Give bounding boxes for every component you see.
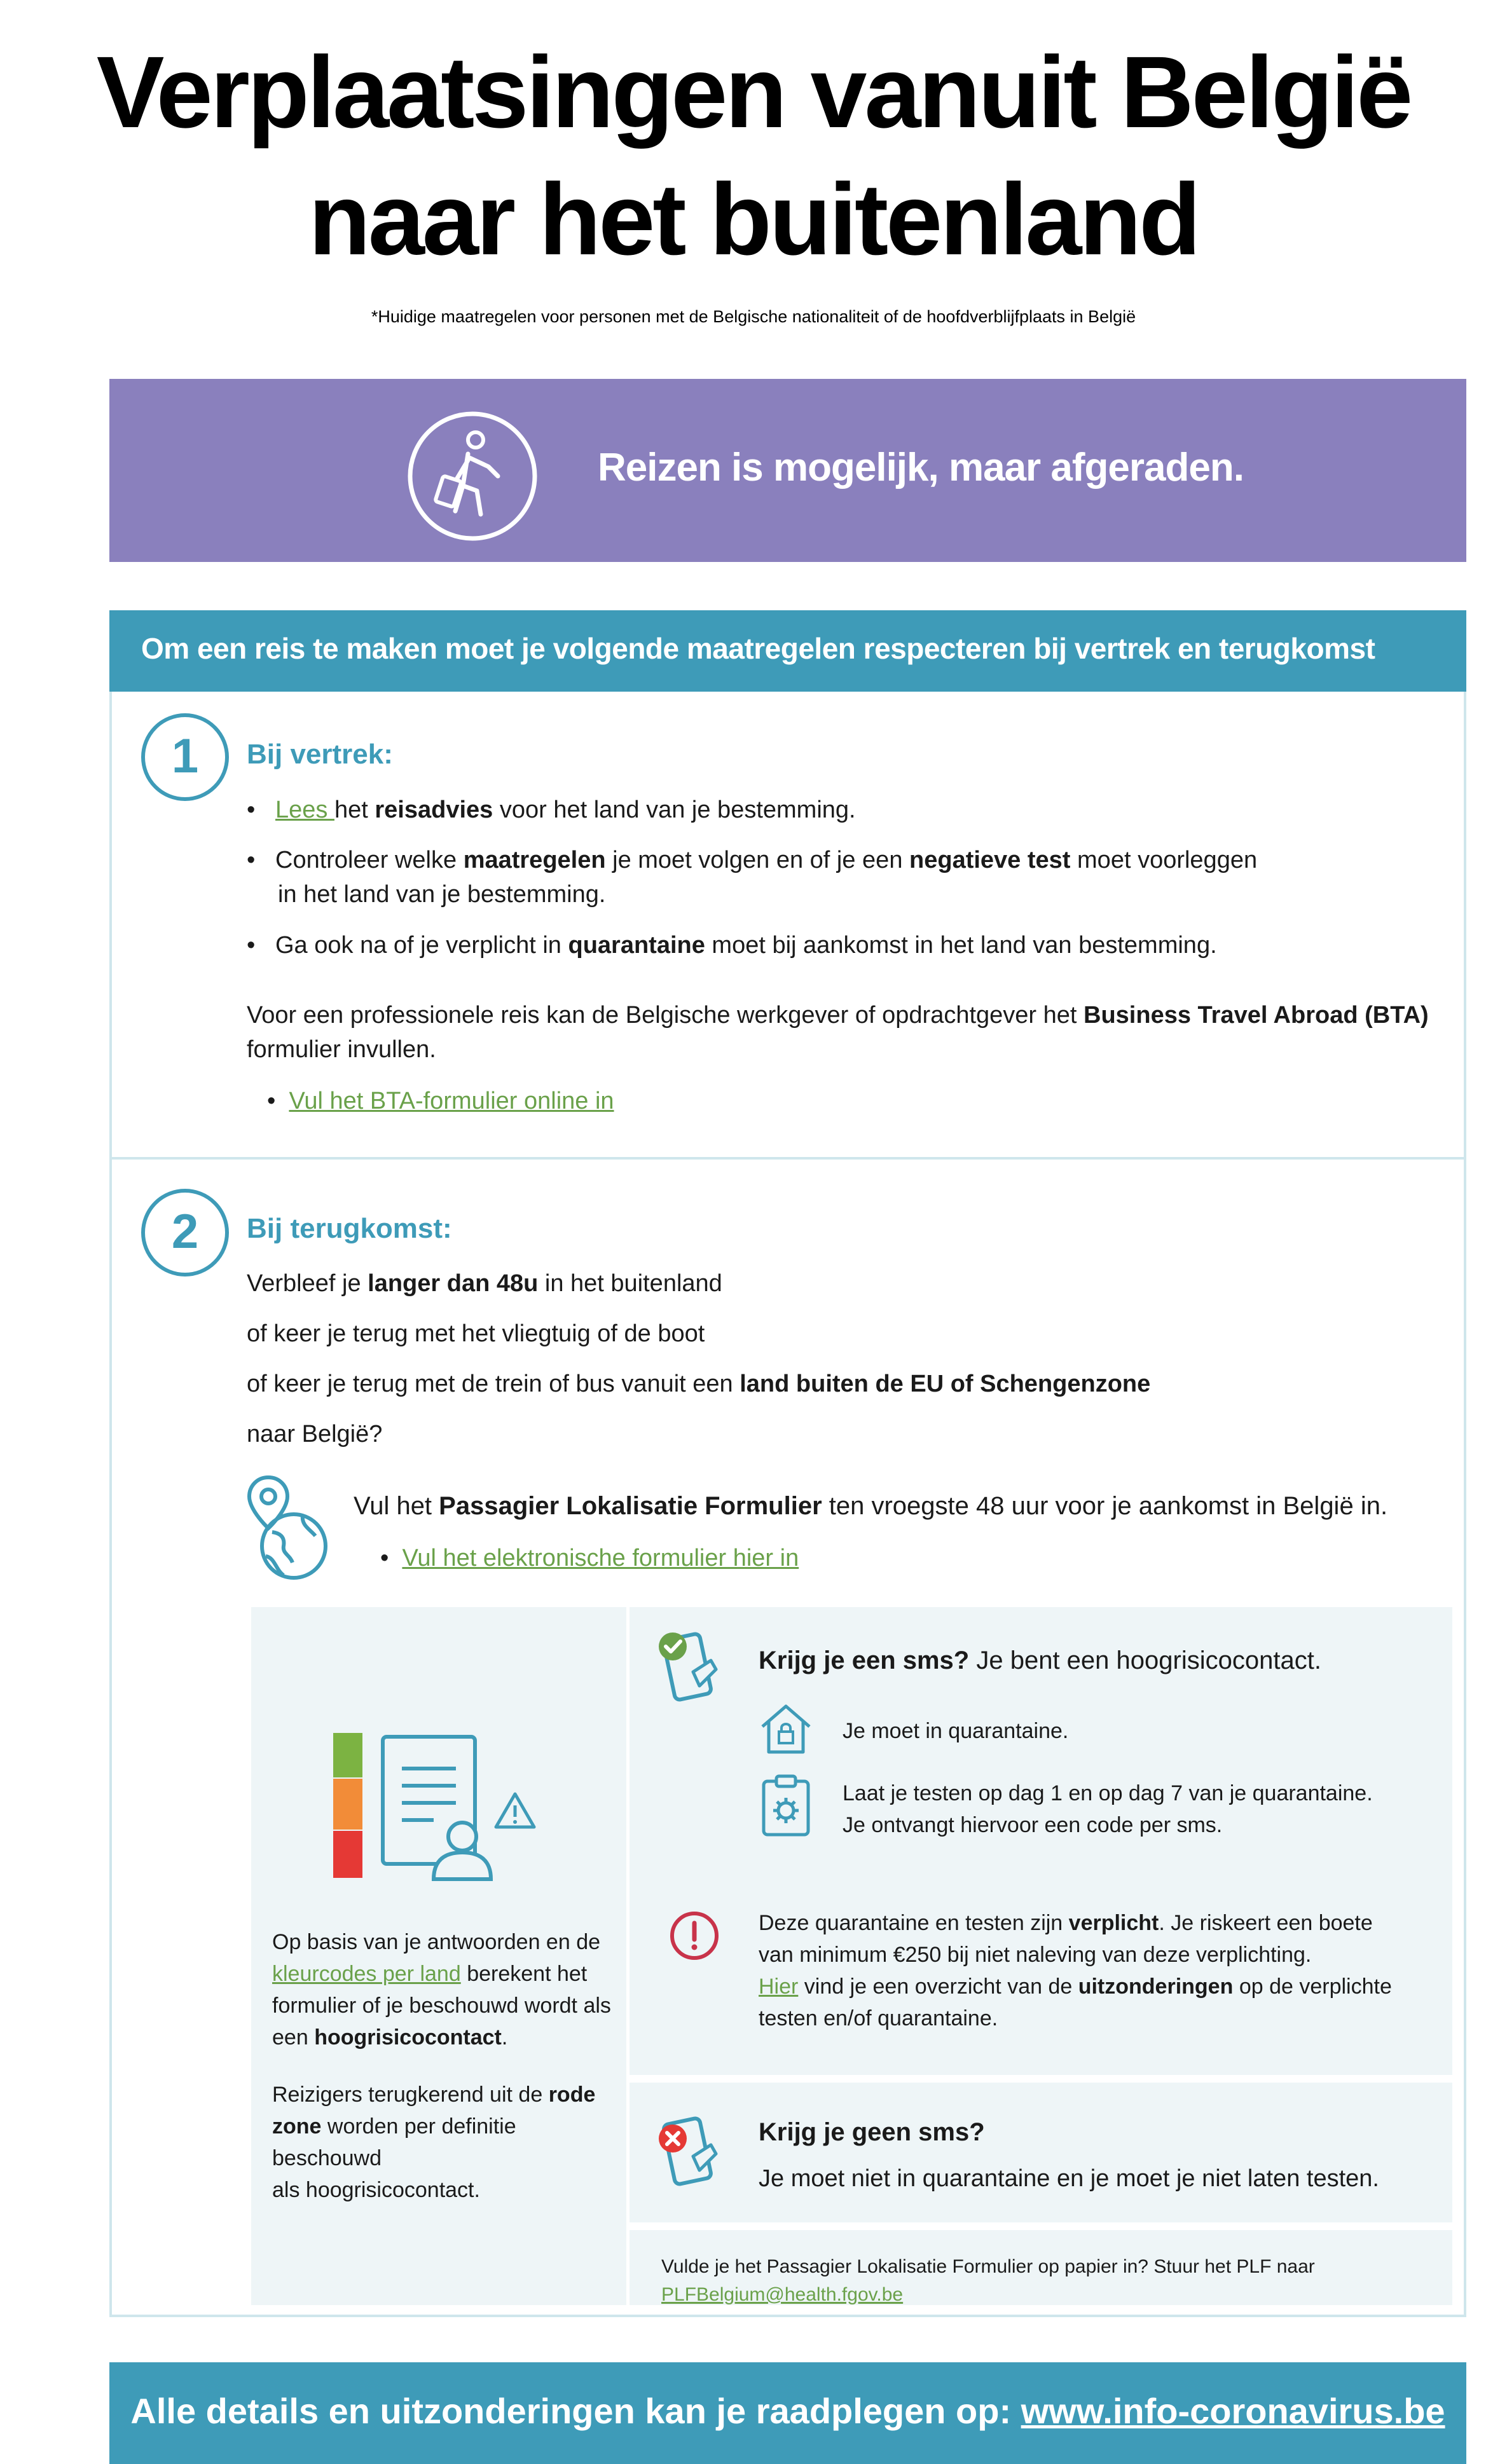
location-globe-icon <box>247 1475 331 1582</box>
plf-text: Vul het Passagier Lokalisatie Formulier ten vroegste 48 uur voor je aankomst in België in. <box>354 1492 1388 1520</box>
no-sms-panel <box>630 2083 1452 2222</box>
traveler-icon <box>406 409 539 543</box>
step-2-badge: 2 <box>141 1189 229 1276</box>
exceptions-link[interactable]: Hier <box>759 1975 799 1999</box>
warning-icon <box>669 1910 720 1961</box>
phone-cross-icon <box>655 2112 725 2188</box>
plf-email-link[interactable]: PLFBelgium@health.fgov.be <box>661 2284 904 2305</box>
bta-text: Voor een professionele reis kan de Belgische werkgever of opdrachtgever het Business Travel Abroad (BTA) <box>247 1002 1429 1029</box>
sms-no-text: Je moet niet in quarantaine en je moet je niet laten testen. <box>759 2165 1379 2192</box>
form-risk-icon <box>332 1732 548 1884</box>
house-lock-icon <box>759 1701 813 1756</box>
test-clipboard-icon <box>759 1774 813 1837</box>
page-title-line-1: Verplaatsingen vanuit België <box>96 35 1411 149</box>
return-line-1: Verbleef je langer dan 48u in het buitenland <box>247 1270 722 1297</box>
plf-form-link[interactable]: Vul het elektronische formulier hier in <box>402 1545 799 1571</box>
travel-advice-link[interactable]: Lees <box>275 797 334 823</box>
testing-text: Laat je testen op dag 1 en op dag 7 van je quarantaine. Je ontvangt hiervoor een code per sms. <box>843 1781 1373 1837</box>
departure-bullet-2: • Controleer welke maatregelen je moet volgen en of je een negatieve test moet voorleggen <box>247 847 1258 873</box>
plf-bullet: • Vul het elektronische formulier hier in <box>380 1545 799 1571</box>
return-line-3: of keer je terug met de trein of bus vanuit een land buiten de EU of Schengenzone <box>247 1371 1151 1397</box>
measures-card-header-text: Om een reis te maken moet je volgende maatregelen respecteren bij vertrek en terugkomst <box>141 632 1375 665</box>
departure-bullet-1: • Lees het reisadvies voor het land van je bestemming. <box>247 797 856 823</box>
departure-bullet-3: • Ga ook na of je verplicht in quarantaine moet bij aankomst in het land van bestemming. <box>247 932 1217 959</box>
bta-text-cont: formulier invullen. <box>247 1036 436 1063</box>
return-line-2: of keer je terug met het vliegtuig of de boot <box>247 1320 705 1347</box>
section-divider <box>112 1157 1464 1160</box>
page-subtitle: *Huidige maatregelen voor personen met de Belgische nationaliteit of de hoofdverblijfplaats in België <box>371 307 1136 326</box>
quarantine-text: Je moet in quarantaine. <box>843 1719 1069 1743</box>
banner-text: Reizen is mogelijk, maar afgeraden. <box>598 446 1244 489</box>
sms-no-heading: Krijg je geen sms? <box>759 2118 985 2146</box>
bta-form-link[interactable]: Vul het BTA-formulier online in <box>289 1088 614 1114</box>
page-title-line-2: naar het buitenland <box>308 162 1199 276</box>
color-codes-link[interactable]: kleurcodes per land <box>272 1962 461 1986</box>
sms-yes-heading: Krijg je een sms? Je bent een hoogrisicocontact. <box>759 1646 1321 1674</box>
obligation-warning: Deze quarantaine en testen zijn verplicht. Je riskeert een boete van minimum €250 bij niet naleving van deze verplichting. Hier vind je een overzicht van de uitzonderingen op de verplichte testen en/of quarantaine. <box>759 1911 1392 2030</box>
red-zone-note: Reizigers terugkerend uit de rode zone worden per definitie beschouwd als hoogrisicocontact. <box>272 2083 596 2202</box>
departure-title: Bij vertrek: <box>247 739 393 770</box>
departure-bullet-2-cont: in het land van je bestemming. <box>278 881 606 908</box>
footer-text: Alle details en uitzonderingen kan je raadplegen op: www.info-coronavirus.be <box>130 2391 1445 2431</box>
phone-check-icon <box>655 1627 725 1704</box>
bta-bullet: • Vul het BTA-formulier online in <box>267 1088 614 1114</box>
paper-form-note: Vulde je het Passagier Lokalisatie Formulier op papier in? Stuur het PLF naar PLFBelgium@health.fgov.be <box>661 2256 1315 2305</box>
info-coronavirus-link[interactable]: www.info-coronavirus.be <box>1021 2391 1445 2431</box>
step-1-badge: 1 <box>141 713 229 801</box>
return-line-4: naar België? <box>247 1421 383 1448</box>
risk-explanation: Op basis van je antwoorden en de kleurcodes per land berekent het formulier of je beschouwd wordt als een hoogrisicocontact. <box>272 1930 611 2050</box>
return-title: Bij terugkomst: <box>247 1213 452 1244</box>
